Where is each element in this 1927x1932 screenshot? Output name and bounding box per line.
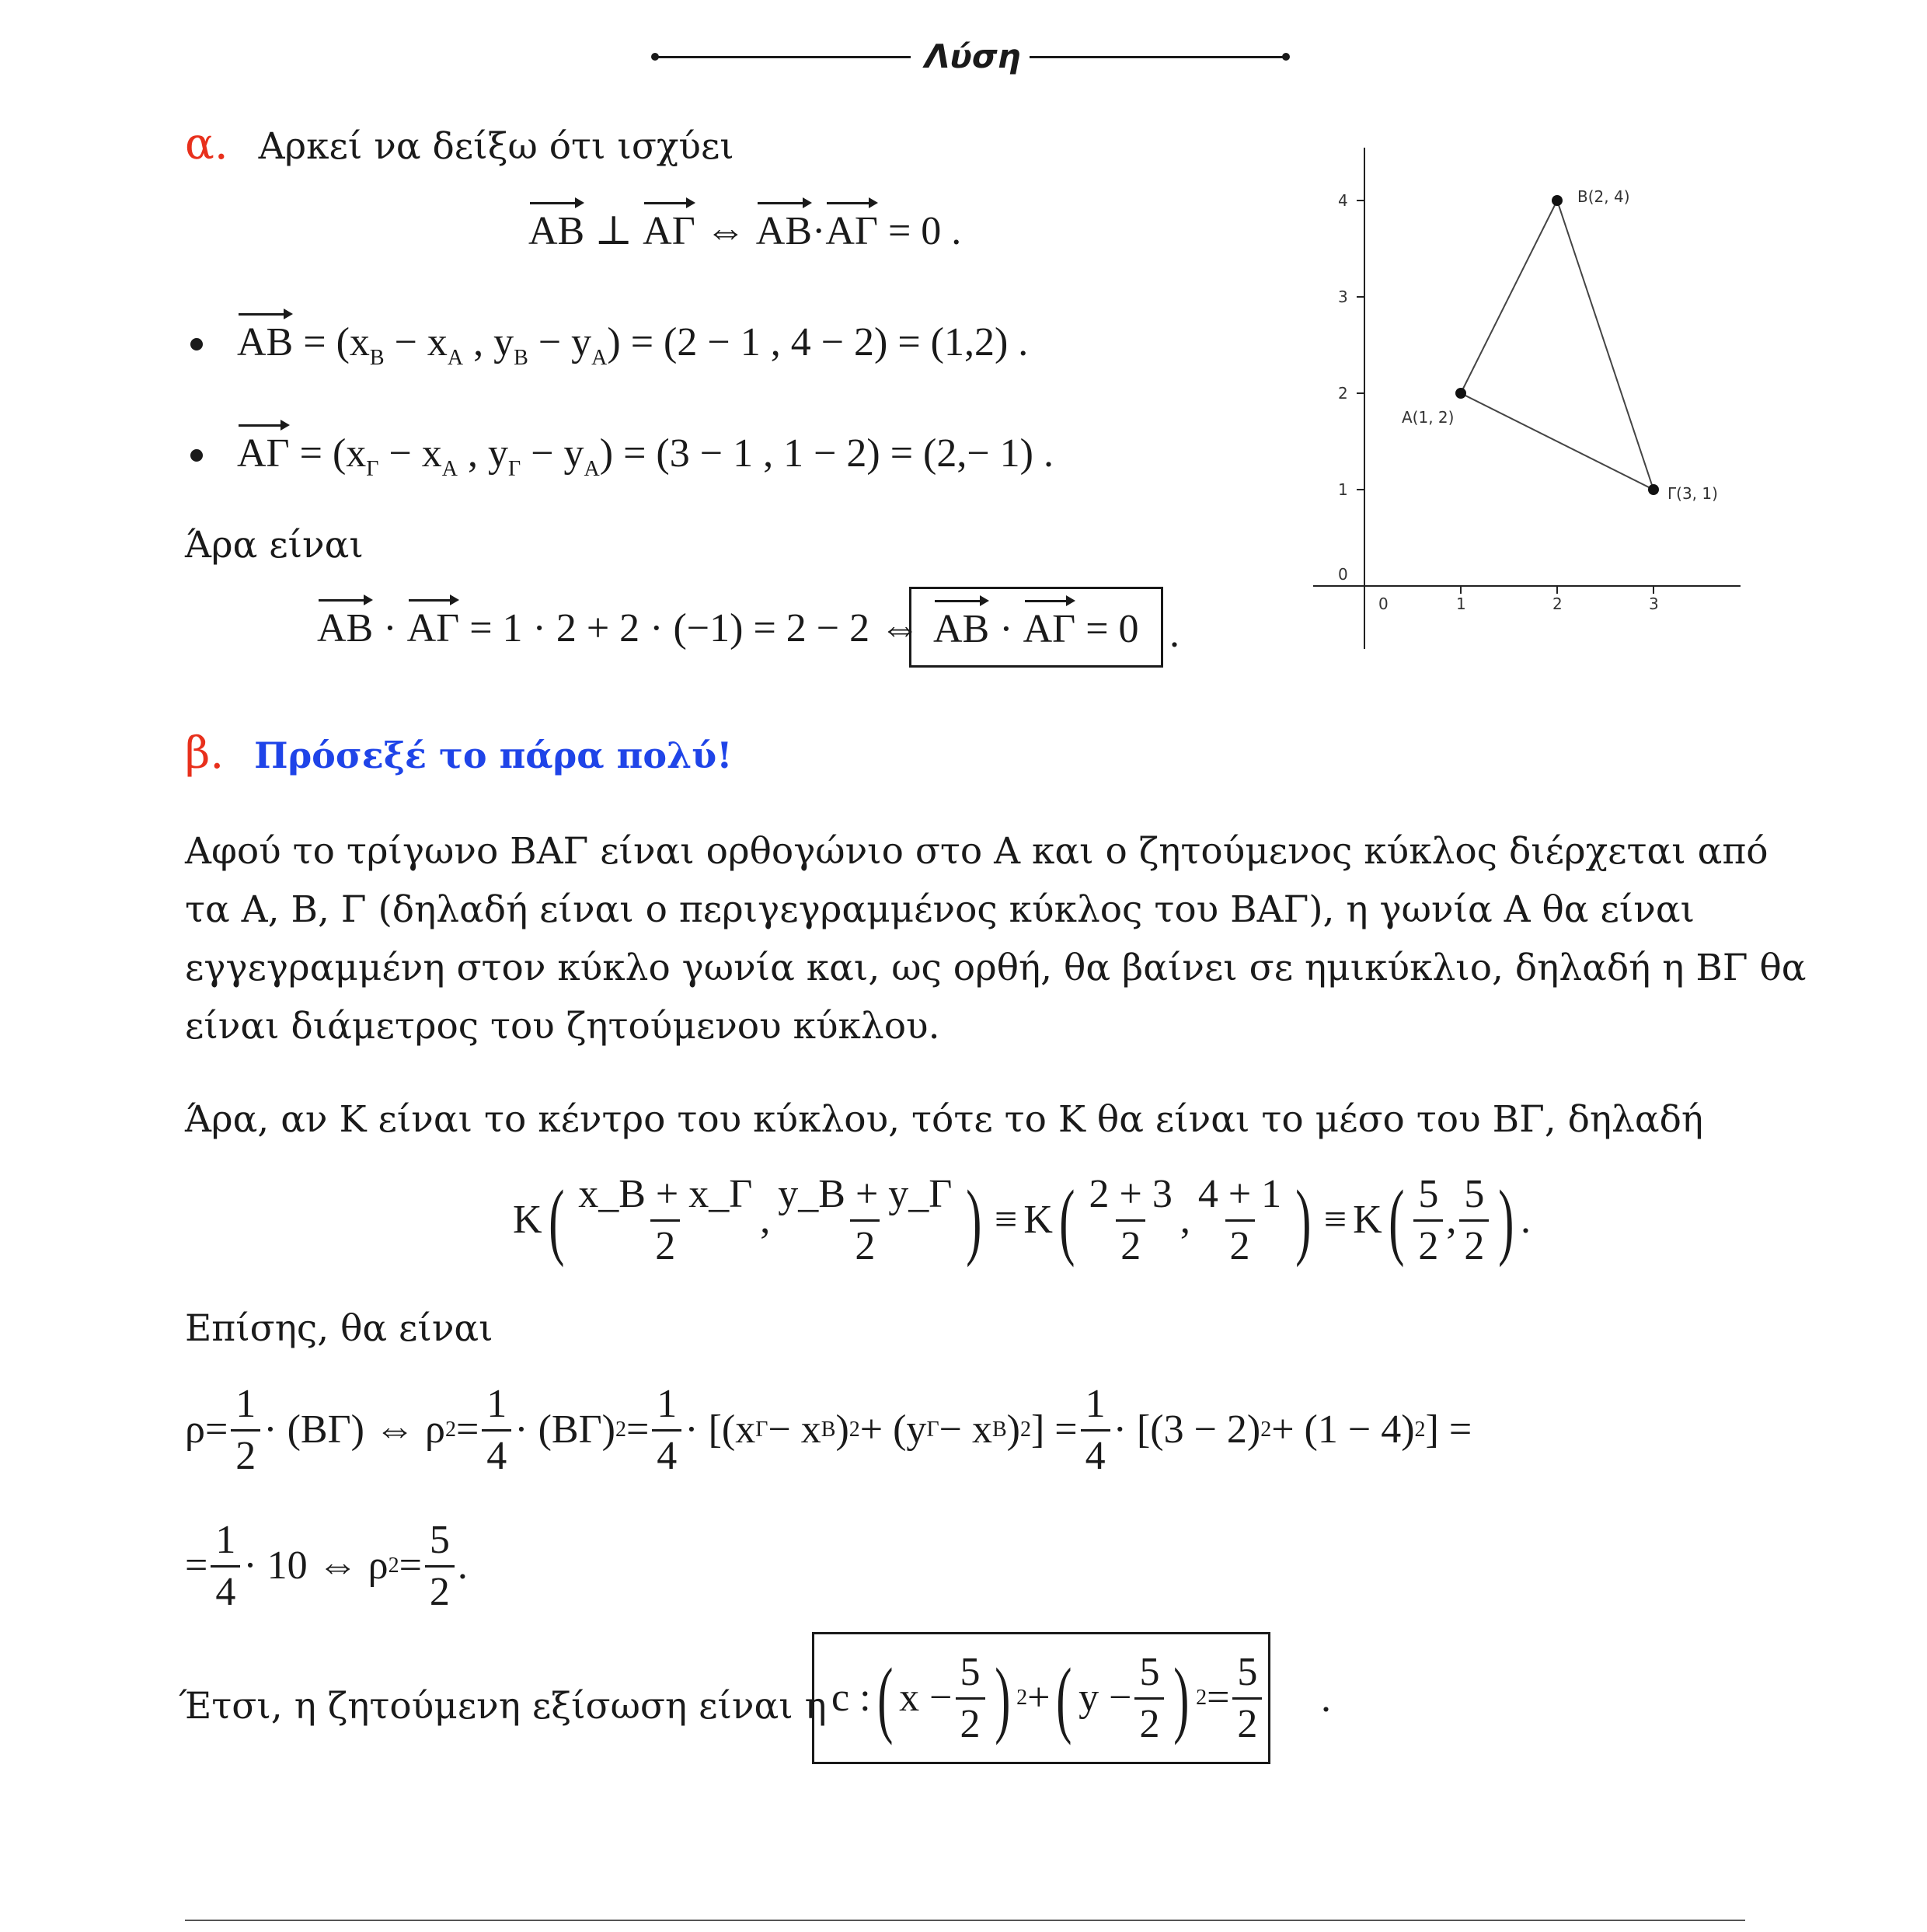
subscript-a: A xyxy=(584,457,600,481)
comma: , xyxy=(1180,1198,1190,1242)
expr-part: − x xyxy=(768,1407,821,1452)
subscript-b: B xyxy=(991,1418,1007,1442)
vector-ab-calc xyxy=(237,320,1029,370)
expr-part: · 10 ⇔ ρ xyxy=(243,1543,389,1588)
final-text: Έτσι, η ζητούμενη εξίσωση είναι η xyxy=(179,1685,827,1728)
fraction-quarter xyxy=(211,1517,240,1614)
vector-ab-label: AB xyxy=(237,320,294,364)
paren-close: ) xyxy=(966,1173,982,1268)
expr-part: x − xyxy=(899,1676,953,1720)
equals: = xyxy=(204,1407,228,1452)
fraction-yb-yg xyxy=(773,1171,957,1268)
triangle-graph xyxy=(1313,140,1748,653)
vector-ag: ΑΓ xyxy=(1023,607,1076,651)
dot-symbol: · xyxy=(989,607,1023,651)
superscript-2: 2 xyxy=(388,1554,399,1578)
frac-den: 4 xyxy=(652,1429,681,1477)
iff-symbol: ⇔ xyxy=(695,209,756,253)
paragraph-line: τα Α, Β, Γ (δηλαδή είναι ο περιγεγραμμένος κύκλος του ΒΑΓ), η γωνία Α θα είναι xyxy=(185,888,1695,931)
equals: = xyxy=(1207,1676,1230,1720)
equiv-symbol: ≡ xyxy=(1323,1198,1347,1242)
fraction-5-2 xyxy=(425,1517,455,1614)
frac-den: 4 xyxy=(211,1565,240,1613)
end-period: . xyxy=(1521,1198,1531,1242)
frac-den: 2 xyxy=(850,1219,880,1267)
comma: , xyxy=(1446,1198,1457,1242)
end-period: . xyxy=(457,1543,468,1588)
expr-part: − x xyxy=(378,431,442,476)
episis-text: Επίσης, θα είναι xyxy=(185,1307,493,1350)
subscript-a: A xyxy=(441,457,458,481)
point-k: K xyxy=(1023,1198,1053,1242)
frac-den: 2 xyxy=(425,1565,455,1613)
subscript-g: Γ xyxy=(508,457,521,481)
point-marker xyxy=(1455,388,1466,399)
superscript-2: 2 xyxy=(1196,1686,1207,1710)
fraction-2-3 xyxy=(1085,1171,1177,1268)
expr-part: − y xyxy=(528,320,592,364)
point-marker xyxy=(1552,195,1563,206)
point-label: A(1, 2) xyxy=(1402,408,1455,427)
header-right-dot xyxy=(1282,53,1290,61)
superscript-2: 2 xyxy=(849,1418,860,1442)
paragraph-line: εγγεγραμμένη στον κύκλο γωνία και, ως ορθή, θα βαίνει σε ημικύκλιο, δηλαδή η ΒΓ θα xyxy=(185,947,1807,989)
dot-product-equation xyxy=(317,606,921,650)
vector-ag: ΑΓ xyxy=(406,606,460,650)
paren-open: ( xyxy=(1388,1173,1405,1268)
part-b-note: Πρόσεξέ το πάρα πολύ! xyxy=(254,734,733,776)
paren-open: ( xyxy=(548,1173,564,1268)
frac-den: 2 xyxy=(1413,1219,1443,1267)
superscript-2: 2 xyxy=(444,1418,456,1442)
frac-den: 2 xyxy=(231,1429,260,1477)
point-marker xyxy=(1648,484,1659,495)
frac-num: y_B + y_Γ xyxy=(778,1171,953,1216)
frac-den: 2 xyxy=(1225,1219,1255,1267)
superscript-2: 2 xyxy=(1260,1418,1272,1442)
frac-den: 2 xyxy=(1459,1219,1489,1267)
expr-part: · (ΒΓ) ⇔ ρ xyxy=(263,1407,445,1452)
frac-den: 2 xyxy=(1232,1697,1262,1745)
y-tick-label: 2 xyxy=(1338,384,1348,403)
fraction-4-1 xyxy=(1193,1171,1286,1268)
y-tick-label: 1 xyxy=(1338,480,1348,499)
expr-part: · [(x xyxy=(685,1407,756,1452)
expr-part: ] = xyxy=(1030,1407,1078,1452)
equals: = xyxy=(185,1543,208,1588)
subscript-g: Γ xyxy=(926,1418,939,1442)
header-title: Λύση xyxy=(925,37,1021,75)
frac-num: 1 xyxy=(657,1381,678,1426)
frac-den: 2 xyxy=(650,1219,680,1267)
bullet-2 xyxy=(190,449,203,462)
fraction-5-2 xyxy=(1134,1649,1164,1746)
x-tick-label: 1 xyxy=(1456,595,1466,613)
paren-close: ) xyxy=(1295,1173,1312,1268)
expr-part: ) xyxy=(835,1407,849,1452)
vector-ag-label: ΑΓ xyxy=(237,431,290,476)
paren-open: ( xyxy=(1056,1651,1072,1745)
x-tick-label: 0 xyxy=(1378,595,1389,613)
vector-ag-calc xyxy=(237,431,1054,481)
frac-num: x_B + x_Γ xyxy=(578,1171,753,1216)
fraction-xb-xg xyxy=(573,1171,757,1268)
center-equation xyxy=(513,1150,1531,1290)
frac-num: 4 + 1 xyxy=(1197,1171,1282,1216)
equals: = xyxy=(455,1407,479,1452)
expr-part: = 0 xyxy=(1075,607,1139,651)
y-tick-label: 4 xyxy=(1338,191,1348,210)
subscript-g: Γ xyxy=(755,1418,768,1442)
frac-num: 5 xyxy=(1464,1171,1485,1216)
subscript-b: B xyxy=(821,1418,836,1442)
point-k: K xyxy=(1353,1198,1382,1242)
header-left-rule xyxy=(654,56,911,58)
fraction-quarter xyxy=(652,1381,681,1478)
expr-part: − x xyxy=(939,1407,992,1452)
equals: = xyxy=(625,1407,650,1452)
comma: , xyxy=(760,1198,771,1242)
expr-part: y − xyxy=(1078,1676,1132,1720)
fraction-5-2-b xyxy=(1459,1171,1489,1268)
triangle-abg xyxy=(1461,201,1653,490)
superscript-2: 2 xyxy=(1414,1418,1426,1442)
paren-close: ) xyxy=(1173,1651,1190,1745)
frac-num: 1 xyxy=(235,1381,256,1426)
superscript-2: 2 xyxy=(1016,1686,1028,1710)
part-a-label: α. xyxy=(185,119,228,169)
frac-num: 5 xyxy=(960,1649,981,1694)
subscript-a: A xyxy=(447,346,464,370)
expr-part: , y xyxy=(463,320,514,364)
vector-ab-2: AB xyxy=(755,209,813,253)
expr-part: · [(3 − 2) xyxy=(1113,1407,1261,1452)
expr-part: · (ΒΓ) xyxy=(514,1407,615,1452)
header-right-rule xyxy=(1030,56,1286,58)
point-label: Γ(3, 1) xyxy=(1667,484,1718,503)
expr-result: ) = (3 − 1 , 1 − 2) = (2,− 1) . xyxy=(599,431,1054,476)
y-tick-label: 3 xyxy=(1338,288,1348,306)
equiv-symbol: ≡ xyxy=(995,1198,1018,1242)
boxed-result-a xyxy=(909,587,1163,668)
superscript-2: 2 xyxy=(615,1418,626,1442)
expr-part: + (y xyxy=(859,1407,927,1452)
circle-label: c : xyxy=(831,1676,871,1720)
rho-equation-1 xyxy=(185,1376,1472,1484)
bottom-rule xyxy=(185,1920,1745,1921)
vector-ag-2: ΑΓ xyxy=(825,209,878,253)
expr-part: , y xyxy=(458,431,509,476)
perpendicular-equation xyxy=(528,211,961,252)
frac-den: 2 xyxy=(956,1697,985,1745)
frac-num: 1 xyxy=(215,1517,236,1562)
paren-open: ( xyxy=(1059,1173,1075,1268)
expr-part: = (x xyxy=(293,320,370,364)
fraction-5-2 xyxy=(1413,1171,1443,1268)
frac-den: 2 xyxy=(1116,1219,1145,1267)
vector-ab: AB xyxy=(933,607,990,651)
expr-part: ) xyxy=(1006,1407,1020,1452)
frac-num: 5 xyxy=(1139,1649,1160,1694)
expr-part: ] = xyxy=(1425,1407,1472,1452)
point-k: K xyxy=(513,1198,542,1242)
rho-equation-2 xyxy=(185,1512,468,1620)
frac-num: 5 xyxy=(1237,1649,1258,1694)
frac-num: 2 + 3 xyxy=(1089,1171,1173,1216)
paragraph-line: είναι διάμετρος του ζητούμενου κύκλου. xyxy=(185,1005,940,1048)
fraction-half xyxy=(231,1381,260,1478)
fraction-5-2 xyxy=(1232,1649,1262,1746)
rho: ρ xyxy=(185,1407,205,1452)
frac-den: 2 xyxy=(1134,1697,1164,1745)
part-a-intro: Αρκεί να δείξω ότι ισχύει xyxy=(258,125,734,168)
part-a-line xyxy=(185,119,734,169)
expr-part: = 1 · 2 + 2 · (−1) = 2 − 2 ⇔ xyxy=(459,606,921,650)
y-tick-label: 0 xyxy=(1338,565,1348,584)
paren-close: ) xyxy=(994,1651,1010,1745)
expr-part: − y xyxy=(521,431,584,476)
x-tick-label: 2 xyxy=(1552,595,1563,613)
paren-close: ) xyxy=(1498,1173,1514,1268)
eq-zero: = 0 . xyxy=(877,209,962,253)
subscript-b: B xyxy=(514,346,528,370)
end-period: . xyxy=(1169,612,1180,656)
vector-ag: ΑΓ xyxy=(643,209,695,253)
paragraph-line: Αφού το τρίγωνο ΒΑΓ είναι ορθογώνιο στο Α και ο ζητούμενος κύκλος διέρχεται από xyxy=(185,830,1768,873)
x-tick-label: 3 xyxy=(1649,595,1659,613)
part-b-label: β. xyxy=(185,728,225,779)
dot-symbol: · xyxy=(812,209,826,253)
fraction-quarter xyxy=(482,1381,511,1478)
part-b-paragraph xyxy=(185,822,1806,1055)
subscript-a: A xyxy=(591,346,608,370)
subscript-b: B xyxy=(369,346,385,370)
expr-part: − x xyxy=(384,320,448,364)
frac-num: 5 xyxy=(429,1517,450,1562)
frac-den: 4 xyxy=(1081,1429,1110,1477)
plus: + xyxy=(1027,1676,1051,1720)
vector-ab: AB xyxy=(317,606,374,650)
bullet-1 xyxy=(190,338,203,350)
frac-num: 1 xyxy=(1085,1381,1106,1426)
fraction-5-2 xyxy=(956,1649,985,1746)
ara-text: Άρα είναι xyxy=(185,524,364,567)
equals: = xyxy=(399,1543,422,1588)
expr-result: ) = (2 − 1 , 4 − 2) = (1,2) . xyxy=(607,320,1029,364)
final-period: . xyxy=(1321,1676,1331,1721)
boxed-final-equation xyxy=(812,1632,1270,1764)
superscript-2: 2 xyxy=(1019,1418,1031,1442)
paren-open: ( xyxy=(876,1651,893,1745)
expr-part: + (1 − 4) xyxy=(1271,1407,1415,1452)
expr-part: = (x xyxy=(289,431,367,476)
point-label: B(2, 4) xyxy=(1577,187,1630,206)
part-b-line xyxy=(185,728,733,779)
frac-den: 4 xyxy=(482,1429,511,1477)
frac-num: 5 xyxy=(1418,1171,1439,1216)
subscript-g: Γ xyxy=(366,457,379,481)
ara-center-line: Άρα, αν Κ είναι το κέντρο του κύκλου, τότε το Κ θα είναι το μέσο του ΒΓ, δηλαδή xyxy=(185,1098,1704,1141)
perp-symbol: ⊥ xyxy=(584,209,643,253)
frac-num: 1 xyxy=(486,1381,507,1426)
dot-symbol: · xyxy=(373,606,407,650)
vector-ab: AB xyxy=(528,209,585,253)
fraction-quarter xyxy=(1081,1381,1110,1478)
